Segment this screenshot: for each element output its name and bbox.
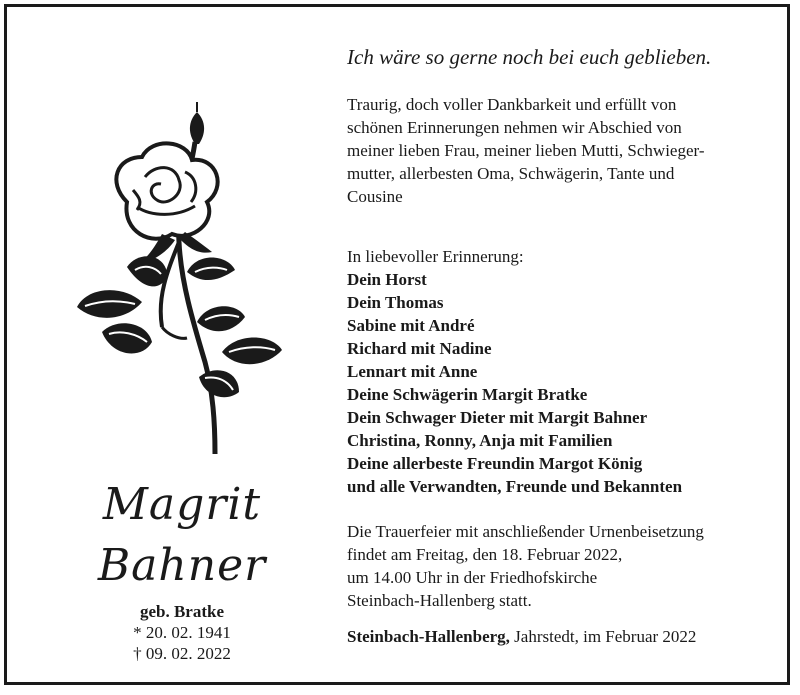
deceased-first-name: Magrit [102,479,262,530]
intro-line: Cousine [347,187,403,206]
left-column [17,27,347,677]
mourners-list [347,268,787,498]
right-column [347,43,787,648]
rose-icon [67,102,287,462]
mourners-heading: In liebevoller Erinnerung: [347,247,524,266]
mourner: Richard mit Nadine [347,339,492,358]
mourner: Dein Schwager Dieter mit Margit Bahner [347,408,648,427]
maiden-name: geb. Bratke [139,602,225,621]
intro-line: schönen Erinnerungen nehmen wir Abschied von [347,118,682,137]
place: Steinbach-Hallenberg, [347,627,510,646]
birth-date: * 20. 02. 1941 [133,623,231,642]
mourner: und alle Verwandten, Freunde und Bekannten [347,477,683,496]
intro-line: Traurig, doch voller Dankbarkeit und erfüllt von [347,95,677,114]
mourner: Lennart mit Anne [347,362,478,381]
service-line: Steinbach-Hallenberg statt. [347,591,532,610]
intro-line: mutter, allerbesten Oma, Schwägerin, Tante und [347,164,675,183]
service-info [347,520,787,612]
intro-line: meiner lieben Frau, meiner lieben Mutti, Schwieger- [347,141,705,160]
notice-frame [4,4,790,685]
mourner: Dein Horst [347,270,427,289]
place-date [347,625,787,648]
mourner: Sabine mit André [347,316,475,335]
mourner: Deine Schwägerin Margit Bratke [347,385,588,404]
service-line: findet am Freitag, den 18. Februar 2022, [347,545,623,564]
service-line: Die Trauerfeier mit anschließender Urnenbeisetzung [347,522,704,541]
death-date: † 09. 02. 2022 [133,644,231,663]
mourner: Deine allerbeste Freundin Margot König [347,454,643,473]
date-line: Jahrstedt, im Februar 2022 [509,627,697,646]
mourner: Christina, Ronny, Anja mit Familien [347,431,613,450]
motto: Ich wäre so gerne noch bei euch geblieben. [347,45,712,69]
vitals [17,601,347,664]
deceased-last-name: Bahner [97,540,267,591]
service-line: um 14.00 Uhr in der Friedhofskirche [347,568,598,587]
intro-text [347,93,787,208]
mourner: Dein Thomas [347,293,444,312]
